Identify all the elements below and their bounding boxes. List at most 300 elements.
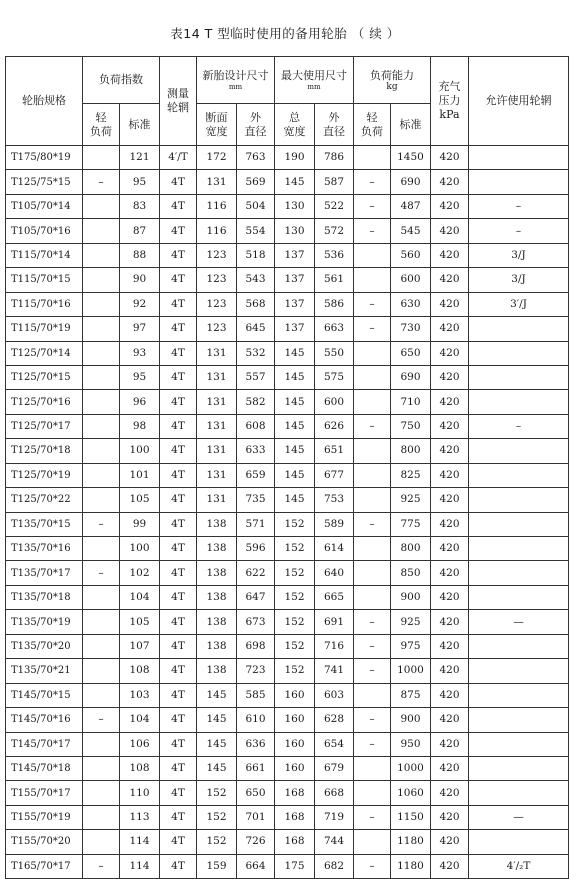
cell-total-width: 145	[275, 170, 315, 194]
cell-allowed-rim	[469, 708, 569, 732]
cell-tire-spec: T105/70*16	[6, 219, 83, 243]
cell-total-width: 160	[275, 708, 315, 732]
table-row	[6, 146, 569, 170]
cell-section-width: 131	[197, 365, 237, 389]
cell-outer-dia: 518	[237, 243, 275, 267]
cell-inflation: 420	[431, 659, 469, 683]
cell-measure-rim: 4T	[160, 561, 197, 585]
cell-total-width: 130	[275, 219, 315, 243]
cell-allowed-rim	[469, 537, 569, 561]
header-max-dim: 最大使用尺寸 mm	[275, 57, 354, 104]
cell-inflation: 420	[431, 341, 469, 365]
cell-load-std: 108	[120, 756, 160, 780]
cell-max-outer-dia: 536	[315, 243, 354, 267]
cell-load-std: 114	[120, 830, 160, 854]
cell-load-light	[83, 243, 120, 267]
cell-measure-rim: 4T	[160, 219, 197, 243]
cell-load-light	[83, 585, 120, 609]
cell-cap-std: 950	[391, 732, 431, 756]
cell-load-light	[83, 146, 120, 170]
cell-cap-light	[354, 146, 391, 170]
cell-outer-dia: 723	[237, 659, 275, 683]
cell-load-light	[83, 268, 120, 292]
cell-load-std: 102	[120, 561, 160, 585]
cell-tire-spec: T155/70*17	[6, 781, 83, 805]
cell-allowed-rim: —	[469, 610, 569, 634]
table-row	[6, 708, 569, 732]
cell-allowed-rim: –	[469, 219, 569, 243]
header-inflation: 充气 压力 kPa	[431, 57, 469, 146]
cell-cap-std: 650	[391, 341, 431, 365]
cell-max-outer-dia: 682	[315, 854, 354, 878]
cell-tire-spec: T135/70*19	[6, 610, 83, 634]
cell-load-light: –	[83, 170, 120, 194]
cell-allowed-rim	[469, 439, 569, 463]
cell-measure-rim: 4T	[160, 708, 197, 732]
cell-cap-light	[354, 561, 391, 585]
cell-section-width: 138	[197, 537, 237, 561]
cell-inflation: 420	[431, 365, 469, 389]
cell-load-std: 100	[120, 439, 160, 463]
cell-max-outer-dia: 626	[315, 414, 354, 438]
cell-section-width: 123	[197, 317, 237, 341]
cell-section-width: 172	[197, 146, 237, 170]
cell-max-outer-dia: 753	[315, 488, 354, 512]
cell-total-width: 145	[275, 439, 315, 463]
cell-outer-dia: 557	[237, 365, 275, 389]
cell-tire-spec: T135/70*21	[6, 659, 83, 683]
cell-section-width: 131	[197, 488, 237, 512]
cell-cap-std: 900	[391, 585, 431, 609]
cell-cap-light	[354, 365, 391, 389]
cell-outer-dia: 554	[237, 219, 275, 243]
cell-load-light	[83, 463, 120, 487]
cell-section-width: 138	[197, 634, 237, 658]
table-row	[6, 830, 569, 854]
cell-load-std: 113	[120, 805, 160, 829]
cell-max-outer-dia: 665	[315, 585, 354, 609]
cell-outer-dia: 569	[237, 170, 275, 194]
cell-allowed-rim	[469, 634, 569, 658]
cell-tire-spec: T165/70*17	[6, 854, 83, 878]
header-new-dim-unit: mm	[228, 82, 243, 91]
cell-max-outer-dia: 550	[315, 341, 354, 365]
cell-allowed-rim	[469, 830, 569, 854]
cell-load-light: –	[83, 708, 120, 732]
cell-section-width: 131	[197, 170, 237, 194]
cell-section-width: 131	[197, 439, 237, 463]
cell-measure-rim: 4T	[160, 194, 197, 218]
cell-allowed-rim	[469, 488, 569, 512]
cell-section-width: 152	[197, 830, 237, 854]
cell-cap-std: 925	[391, 610, 431, 634]
cell-outer-dia: 659	[237, 463, 275, 487]
cell-max-outer-dia: 628	[315, 708, 354, 732]
cell-allowed-rim	[469, 341, 569, 365]
cell-cap-light: –	[354, 659, 391, 683]
cell-load-light	[83, 414, 120, 438]
cell-inflation: 420	[431, 170, 469, 194]
cell-allowed-rim	[469, 561, 569, 585]
cell-measure-rim: 4T	[160, 463, 197, 487]
cell-inflation: 420	[431, 512, 469, 536]
cell-inflation: 420	[431, 708, 469, 732]
cell-cap-light	[354, 830, 391, 854]
cell-outer-dia: 610	[237, 708, 275, 732]
cell-inflation: 420	[431, 805, 469, 829]
cell-cap-light: –	[354, 414, 391, 438]
cell-cap-light: –	[354, 732, 391, 756]
table-row	[6, 512, 569, 536]
cell-total-width: 137	[275, 292, 315, 316]
cell-total-width: 168	[275, 781, 315, 805]
cell-cap-light	[354, 781, 391, 805]
cell-load-std: 108	[120, 659, 160, 683]
cell-inflation: 420	[431, 683, 469, 707]
table-row	[6, 170, 569, 194]
cell-max-outer-dia: 587	[315, 170, 354, 194]
header-load-std: 标准	[120, 104, 160, 146]
table-row	[6, 439, 569, 463]
cell-load-light	[83, 341, 120, 365]
cell-inflation: 420	[431, 194, 469, 218]
cell-total-width: 152	[275, 659, 315, 683]
cell-total-width: 145	[275, 414, 315, 438]
cell-max-outer-dia: 600	[315, 390, 354, 414]
cell-cap-light	[354, 243, 391, 267]
cell-outer-dia: 504	[237, 194, 275, 218]
cell-allowed-rim: 3/J	[469, 243, 569, 267]
cell-allowed-rim	[469, 683, 569, 707]
cell-load-light: –	[83, 561, 120, 585]
cell-total-width: 145	[275, 341, 315, 365]
cell-inflation: 420	[431, 292, 469, 316]
cell-cap-std: 900	[391, 708, 431, 732]
cell-inflation: 420	[431, 634, 469, 658]
cell-max-outer-dia: 691	[315, 610, 354, 634]
spare-tire-table	[5, 56, 569, 879]
cell-measure-rim: 4T	[160, 292, 197, 316]
cell-allowed-rim: —	[469, 805, 569, 829]
cell-total-width: 152	[275, 634, 315, 658]
cell-outer-dia: 532	[237, 341, 275, 365]
table-row	[6, 317, 569, 341]
cell-cap-light: –	[354, 317, 391, 341]
cell-tire-spec: T135/70*15	[6, 512, 83, 536]
cell-cap-std: 1000	[391, 756, 431, 780]
cell-tire-spec: T125/70*17	[6, 414, 83, 438]
cell-allowed-rim: –	[469, 414, 569, 438]
cell-tire-spec: T115/70*14	[6, 243, 83, 267]
cell-load-std: 95	[120, 365, 160, 389]
cell-allowed-rim	[469, 463, 569, 487]
cell-allowed-rim: 3/J	[469, 268, 569, 292]
cell-cap-std: 1000	[391, 659, 431, 683]
cell-outer-dia: 568	[237, 292, 275, 316]
cell-measure-rim: 4T	[160, 830, 197, 854]
cell-allowed-rim: 3′/J	[469, 292, 569, 316]
cell-inflation: 420	[431, 561, 469, 585]
cell-section-width: 159	[197, 854, 237, 878]
cell-outer-dia: 735	[237, 488, 275, 512]
table-row	[6, 634, 569, 658]
cell-cap-std: 730	[391, 317, 431, 341]
cell-cap-light	[354, 390, 391, 414]
cell-allowed-rim	[469, 170, 569, 194]
cell-cap-light	[354, 439, 391, 463]
cell-load-std: 93	[120, 341, 160, 365]
cell-cap-std: 1180	[391, 830, 431, 854]
cell-total-width: 145	[275, 365, 315, 389]
table-row	[6, 561, 569, 585]
cell-max-outer-dia: 679	[315, 756, 354, 780]
table-row	[6, 414, 569, 438]
header-load-capacity: 负荷能力 kg	[354, 57, 431, 104]
cell-measure-rim: 4T	[160, 365, 197, 389]
cell-load-light	[83, 781, 120, 805]
cell-cap-std: 1150	[391, 805, 431, 829]
cell-total-width: 145	[275, 390, 315, 414]
cell-inflation: 420	[431, 219, 469, 243]
cell-outer-dia: 645	[237, 317, 275, 341]
header-cap-light: 轻 负荷	[354, 104, 391, 146]
cell-measure-rim: 4T	[160, 390, 197, 414]
cell-section-width: 123	[197, 268, 237, 292]
cell-measure-rim: 4T	[160, 805, 197, 829]
cell-section-width: 123	[197, 292, 237, 316]
cell-tire-spec: T125/70*18	[6, 439, 83, 463]
cell-allowed-rim	[469, 317, 569, 341]
table-row	[6, 805, 569, 829]
cell-cap-light: –	[354, 194, 391, 218]
cell-cap-light	[354, 341, 391, 365]
cell-section-width: 131	[197, 390, 237, 414]
cell-cap-light	[354, 683, 391, 707]
cell-cap-std: 600	[391, 268, 431, 292]
cell-max-outer-dia: 614	[315, 537, 354, 561]
cell-inflation: 420	[431, 146, 469, 170]
cell-load-std: 110	[120, 781, 160, 805]
cell-measure-rim: 4T	[160, 732, 197, 756]
cell-max-outer-dia: 786	[315, 146, 354, 170]
cell-cap-light: –	[354, 634, 391, 658]
cell-total-width: 152	[275, 537, 315, 561]
cell-max-outer-dia: 654	[315, 732, 354, 756]
table-row	[6, 390, 569, 414]
cell-tire-spec: T125/70*19	[6, 463, 83, 487]
cell-inflation: 420	[431, 488, 469, 512]
cell-outer-dia: 582	[237, 390, 275, 414]
cell-outer-dia: 633	[237, 439, 275, 463]
cell-inflation: 420	[431, 317, 469, 341]
cell-tire-spec: T125/70*15	[6, 365, 83, 389]
cell-tire-spec: T145/70*18	[6, 756, 83, 780]
cell-load-std: 97	[120, 317, 160, 341]
cell-allowed-rim	[469, 781, 569, 805]
cell-cap-std: 690	[391, 170, 431, 194]
cell-load-std: 87	[120, 219, 160, 243]
cell-cap-light: –	[354, 805, 391, 829]
cell-measure-rim: 4T	[160, 414, 197, 438]
cell-load-light	[83, 732, 120, 756]
cell-cap-std: 1060	[391, 781, 431, 805]
cell-inflation: 420	[431, 463, 469, 487]
cell-load-std: 114	[120, 854, 160, 878]
cell-measure-rim: 4T	[160, 537, 197, 561]
cell-max-outer-dia: 741	[315, 659, 354, 683]
cell-tire-spec: T125/70*14	[6, 341, 83, 365]
cell-tire-spec: T135/70*16	[6, 537, 83, 561]
header-cap-std: 标准	[391, 104, 431, 146]
cell-cap-light	[354, 268, 391, 292]
cell-load-std: 99	[120, 512, 160, 536]
cell-inflation: 420	[431, 585, 469, 609]
cell-total-width: 145	[275, 488, 315, 512]
cell-outer-dia: 585	[237, 683, 275, 707]
cell-section-width: 138	[197, 512, 237, 536]
cell-measure-rim: 4T	[160, 512, 197, 536]
cell-cap-std: 775	[391, 512, 431, 536]
cell-cap-std: 710	[391, 390, 431, 414]
cell-max-outer-dia: 522	[315, 194, 354, 218]
table-body	[6, 146, 569, 879]
cell-outer-dia: 673	[237, 610, 275, 634]
cell-max-outer-dia: 677	[315, 463, 354, 487]
table-row	[6, 268, 569, 292]
cell-measure-rim: 4T	[160, 659, 197, 683]
cell-section-width: 138	[197, 659, 237, 683]
cell-cap-std: 925	[391, 488, 431, 512]
cell-outer-dia: 650	[237, 781, 275, 805]
header-measure-rim: 测量 轮辋	[160, 57, 197, 146]
cell-load-std: 98	[120, 414, 160, 438]
cell-load-light	[83, 830, 120, 854]
cell-max-outer-dia: 719	[315, 805, 354, 829]
cell-cap-light	[354, 756, 391, 780]
cell-total-width: 152	[275, 512, 315, 536]
cell-load-std: 104	[120, 708, 160, 732]
table-row	[6, 219, 569, 243]
cell-measure-rim: 4T	[160, 683, 197, 707]
cell-total-width: 130	[275, 194, 315, 218]
cell-allowed-rim	[469, 756, 569, 780]
cell-cap-light	[354, 585, 391, 609]
cell-outer-dia: 608	[237, 414, 275, 438]
cell-cap-std: 850	[391, 561, 431, 585]
table-row	[6, 292, 569, 316]
cell-tire-spec: T135/70*20	[6, 634, 83, 658]
cell-load-std: 105	[120, 610, 160, 634]
header-outer-dia: 外 直径	[237, 104, 275, 146]
cell-max-outer-dia: 651	[315, 439, 354, 463]
cell-cap-light: –	[354, 512, 391, 536]
table-row	[6, 756, 569, 780]
cell-measure-rim: 4T	[160, 317, 197, 341]
cell-measure-rim: 4T	[160, 170, 197, 194]
cell-outer-dia: 698	[237, 634, 275, 658]
cell-load-light	[83, 317, 120, 341]
table-row	[6, 854, 569, 878]
table-row	[6, 683, 569, 707]
cell-measure-rim: 4T	[160, 756, 197, 780]
header-total-width: 总 宽度	[275, 104, 315, 146]
cell-outer-dia: 647	[237, 585, 275, 609]
cell-measure-rim: 4′/T	[160, 146, 197, 170]
cell-load-std: 92	[120, 292, 160, 316]
cell-load-light	[83, 634, 120, 658]
cell-measure-rim: 4T	[160, 585, 197, 609]
cell-cap-std: 1450	[391, 146, 431, 170]
cell-outer-dia: 571	[237, 512, 275, 536]
cell-cap-std: 800	[391, 537, 431, 561]
cell-inflation: 420	[431, 439, 469, 463]
cell-load-std: 96	[120, 390, 160, 414]
cell-tire-spec: T145/70*17	[6, 732, 83, 756]
cell-tire-spec: T105/70*14	[6, 194, 83, 218]
cell-load-std: 105	[120, 488, 160, 512]
cell-allowed-rim	[469, 732, 569, 756]
cell-measure-rim: 4T	[160, 854, 197, 878]
cell-section-width: 123	[197, 243, 237, 267]
header-max-outer-dia: 外 直径	[315, 104, 354, 146]
cell-section-width: 131	[197, 463, 237, 487]
cell-max-outer-dia: 640	[315, 561, 354, 585]
cell-outer-dia: 543	[237, 268, 275, 292]
cell-section-width: 138	[197, 585, 237, 609]
cell-cap-light	[354, 537, 391, 561]
cell-inflation: 420	[431, 732, 469, 756]
cell-outer-dia: 726	[237, 830, 275, 854]
cell-load-std: 103	[120, 683, 160, 707]
cell-inflation: 420	[431, 781, 469, 805]
cell-measure-rim: 4T	[160, 243, 197, 267]
cell-tire-spec: T135/70*18	[6, 585, 83, 609]
cell-total-width: 137	[275, 268, 315, 292]
cell-total-width: 168	[275, 830, 315, 854]
cell-section-width: 152	[197, 781, 237, 805]
cell-load-light	[83, 390, 120, 414]
cell-load-std: 121	[120, 146, 160, 170]
cell-inflation: 420	[431, 756, 469, 780]
cell-tire-spec: T125/75*15	[6, 170, 83, 194]
cell-section-width: 145	[197, 756, 237, 780]
cell-tire-spec: T115/70*19	[6, 317, 83, 341]
cell-cap-light: –	[354, 854, 391, 878]
cell-cap-std: 1180	[391, 854, 431, 878]
cell-measure-rim: 4T	[160, 439, 197, 463]
cell-outer-dia: 664	[237, 854, 275, 878]
table-row	[6, 365, 569, 389]
header-load-light: 轻 负荷	[83, 104, 120, 146]
cell-cap-light: –	[354, 708, 391, 732]
cell-load-std: 88	[120, 243, 160, 267]
cell-allowed-rim	[469, 585, 569, 609]
cell-inflation: 420	[431, 854, 469, 878]
table-title: 表14 T 型临时使用的备用轮胎 （ 续 ）	[170, 26, 400, 41]
cell-cap-light: –	[354, 292, 391, 316]
header-max-dim-unit: mm	[307, 82, 321, 91]
header-section-width: 断面 宽度	[197, 104, 237, 146]
header-new-dim: 新胎设计尺寸 mm	[197, 57, 275, 104]
cell-total-width: 168	[275, 805, 315, 829]
cell-tire-spec: T125/70*16	[6, 390, 83, 414]
header-tire-spec: 轮胎规格	[6, 57, 83, 146]
header-allowed-rim: 允许使用轮辋	[469, 57, 569, 146]
cell-allowed-rim	[469, 146, 569, 170]
cell-load-light	[83, 219, 120, 243]
cell-load-light	[83, 610, 120, 634]
cell-outer-dia: 596	[237, 537, 275, 561]
